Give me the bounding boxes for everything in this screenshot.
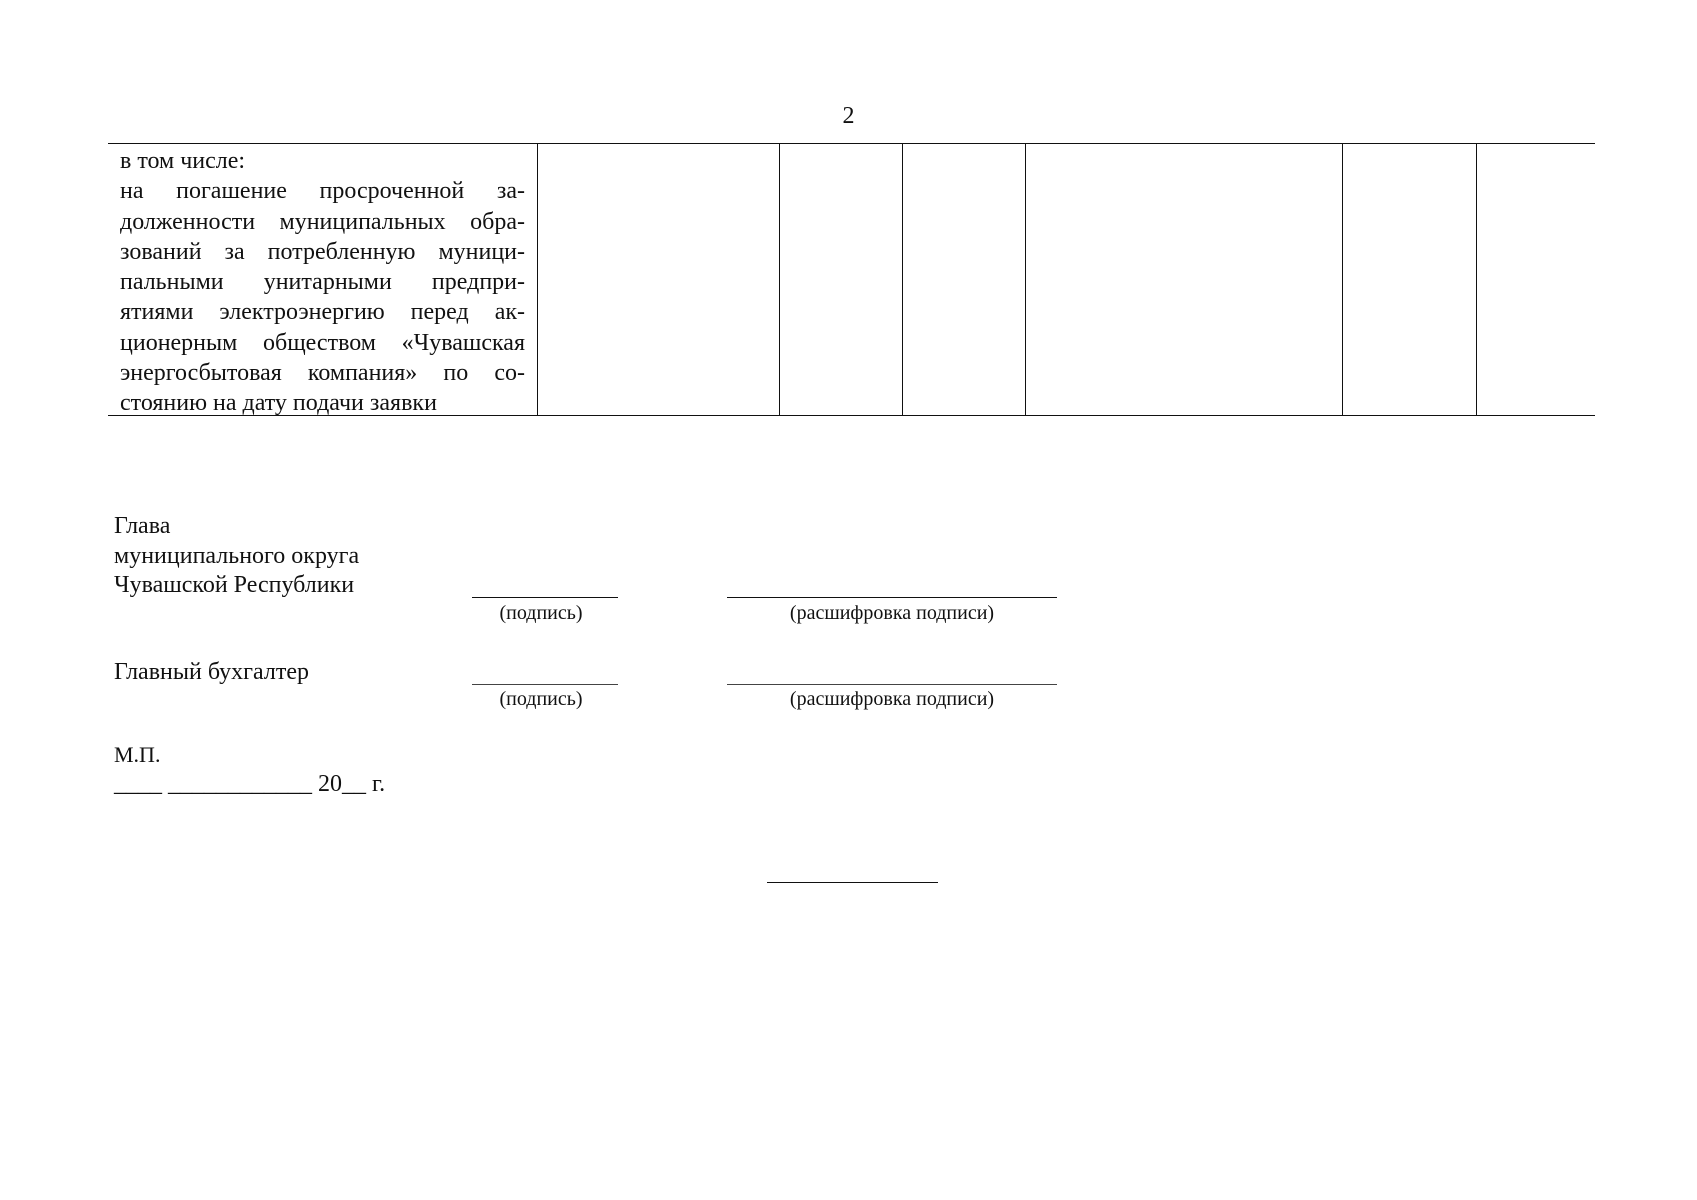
cell-line: ционерным обществом «Чувашская — [120, 329, 525, 356]
head-title-line: Глава — [114, 513, 171, 539]
head-signature-caption: (подпись) — [499, 602, 583, 624]
accountant-signature-caption: (подпись) — [499, 688, 583, 710]
column-divider — [1025, 144, 1026, 415]
cell-line: энергосбытовая компания» по со- — [120, 360, 525, 387]
cell-line: стоянию на дату подачи заявки — [120, 390, 437, 417]
stamp-label: М.П. — [114, 742, 161, 767]
accountant-decoding-line — [727, 684, 1057, 685]
head-title-line: муниципального округа — [114, 543, 360, 569]
accountant-decoding-caption: (расшифровка подписи) — [789, 688, 995, 710]
cell-line: ятиями электроэнергию перед ак- — [120, 299, 525, 326]
form-table — [108, 143, 1595, 416]
cell-line: пальными унитарными предпри- — [120, 269, 525, 296]
column-divider — [1476, 144, 1477, 415]
cell-line: долженности муниципальных обра- — [120, 208, 525, 235]
date-line: ____ ____________ 20__ г. — [114, 771, 386, 797]
cell-line: зований за потребленную муници- — [120, 238, 525, 265]
table-cell-description — [120, 146, 525, 419]
head-title-line: Чувашской Республики — [114, 572, 355, 598]
cell-line: в том числе: — [120, 148, 246, 174]
end-separator-line — [767, 882, 938, 883]
head-decoding-caption: (расшифровка подписи) — [789, 602, 995, 624]
cell-line: на погашение просроченной за- — [120, 178, 525, 205]
accountant-signature-line — [472, 684, 618, 685]
page-number: 2 — [842, 103, 855, 129]
head-signature-line — [472, 597, 618, 598]
column-divider — [779, 144, 780, 415]
column-divider — [902, 144, 903, 415]
chief-accountant-label: Главный бухгалтер — [114, 659, 309, 685]
head-decoding-line — [727, 597, 1057, 598]
column-divider — [1342, 144, 1343, 415]
column-divider — [537, 144, 538, 415]
